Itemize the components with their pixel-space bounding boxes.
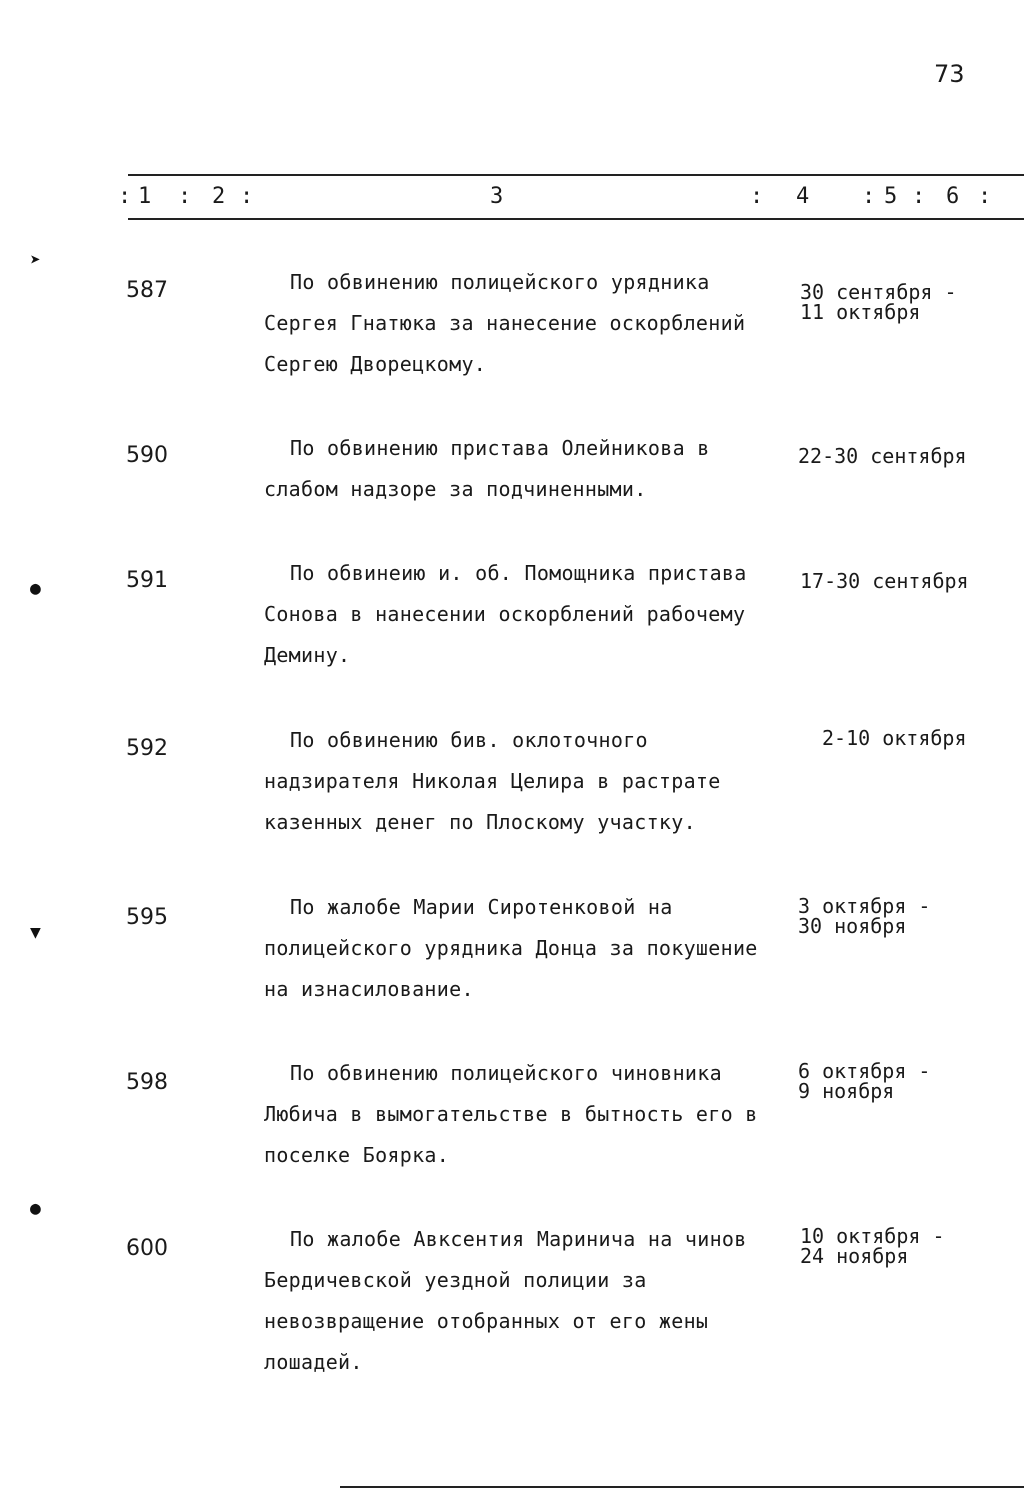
header-bottom-rule: [128, 218, 1024, 220]
margin-mark-icon: ➤: [30, 250, 41, 271]
header-separator: :: [750, 184, 764, 209]
entry-date: 10 октября - 24 ноября: [800, 1224, 945, 1268]
entry-number: 587: [126, 278, 168, 303]
entry-number: 590: [126, 443, 168, 468]
entry-date: 17-30 сентября: [800, 569, 969, 593]
entry-description: По жалобе Авксентия Маринича на чинов Бердичевской уездной полиции за невозвращение отобранных от его жены лошадей.: [264, 1227, 747, 1374]
header-separator: :: [978, 184, 992, 209]
header-separator: :: [178, 184, 192, 209]
entry-description: По обвинению бив. оклоточного надзирателя Николая Целира в растрате казенных денег по Плоскому участку.: [264, 728, 721, 834]
entry-number: 598: [126, 1070, 168, 1095]
entry-date: 6 октября - 9 ноября: [798, 1059, 931, 1103]
margin-mark-icon: ●: [30, 1198, 41, 1219]
entry-number: 600: [126, 1236, 168, 1261]
entry-date: 30 сентября - 11 октября: [800, 280, 957, 324]
header-separator: :: [912, 184, 926, 209]
header-col-2: 2: [212, 184, 226, 209]
entry-description: По обвинению полицейского урядника Сергея Гнатюка за нанесение оскорблений Сергею Дворецкому.: [264, 270, 746, 376]
header-col-6: 6: [946, 184, 960, 209]
entry-date: 3 октября - 30 ноября: [798, 894, 931, 938]
entry-description: По обвинению полицейского чиновника Любича в вымогательстве в бытность его в поселке Боярка.: [264, 1061, 758, 1167]
entry-number: 595: [126, 905, 168, 930]
header-col-3: 3: [490, 184, 504, 209]
margin-mark-icon: ●: [30, 578, 41, 599]
header-separator: :: [862, 184, 876, 209]
header-col-4: 4: [796, 184, 810, 209]
entry-number: 592: [126, 736, 168, 761]
entry-description: По обвинеию и. об. Помощника пристава Сонова в нанесении оскорблений рабочему Демину.: [264, 561, 747, 667]
column-header-row: [0, 184, 1024, 214]
header-col-1: 1: [138, 184, 152, 209]
header-separator: :: [118, 184, 132, 209]
entry-date: 2-10 октября: [822, 726, 967, 750]
entry-description: По жалобе Марии Сиротенковой на полицейского урядника Донца за покушение на изнасилование.: [264, 895, 758, 1001]
margin-mark-icon: ▼: [30, 922, 41, 943]
header-separator: :: [240, 184, 254, 209]
entry-date: 22-30 сентября: [798, 444, 967, 468]
entry-description: По обвинению пристава Олейникова в слабом надзоре за подчиненными.: [264, 436, 710, 501]
header-col-5: 5: [884, 184, 898, 209]
page-number: 73: [934, 60, 965, 88]
page-bottom-rule: [340, 1486, 1024, 1488]
entry-number: 591: [126, 568, 168, 593]
header-top-rule: [128, 174, 1024, 176]
